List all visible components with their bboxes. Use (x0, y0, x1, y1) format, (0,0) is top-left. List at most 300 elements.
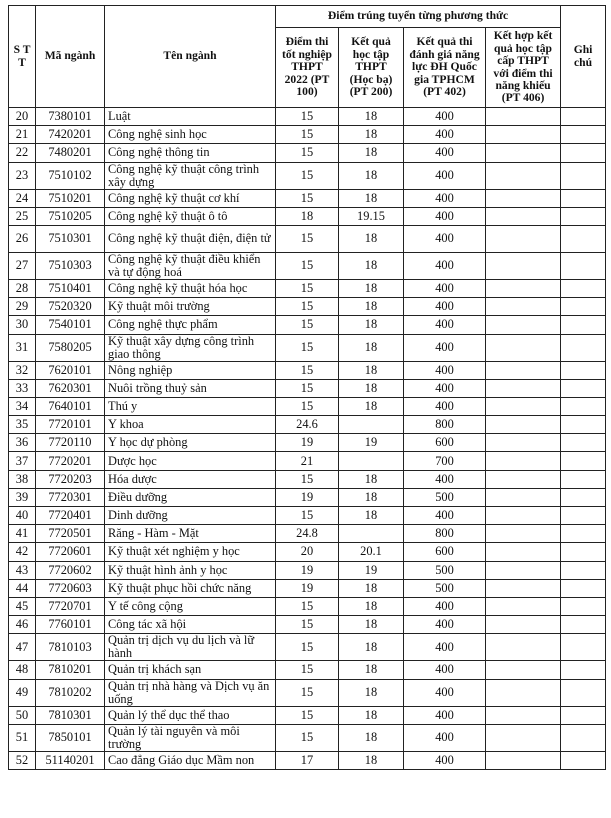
header-ten-nganh: Tên ngành (105, 6, 276, 108)
cell-pt100: 15 (276, 634, 339, 661)
table-row (9, 724, 606, 751)
cell-stt: 30 (9, 316, 36, 334)
cell-pt406 (486, 616, 561, 634)
cell-pt100: 15 (276, 316, 339, 334)
cell-stt: 44 (9, 579, 36, 597)
cell-stt: 39 (9, 488, 36, 506)
cell-pt100: 18 (276, 207, 339, 225)
cell-ma-nganh: 7720101 (36, 416, 105, 434)
cell-ten-nganh: Quản lý thể dục thể thao (105, 706, 276, 724)
cell-ghi-chu (561, 334, 606, 361)
cell-ghi-chu (561, 108, 606, 126)
cell-ma-nganh: 7620301 (36, 379, 105, 397)
cell-pt200: 19 (339, 561, 404, 579)
cell-stt: 28 (9, 279, 36, 297)
cell-ten-nganh: Y học dự phòng (105, 434, 276, 452)
cell-pt100: 24.6 (276, 416, 339, 434)
cell-pt100: 15 (276, 162, 339, 189)
table-row (9, 661, 606, 679)
header-ma-nganh: Mã ngành (36, 6, 105, 108)
cell-pt100: 15 (276, 298, 339, 316)
table-row (9, 126, 606, 144)
cell-ten-nganh: Công nghệ kỹ thuật ô tô (105, 207, 276, 225)
cell-pt406 (486, 488, 561, 506)
cell-pt402: 400 (404, 679, 486, 706)
cell-ten-nganh: Công nghệ sinh học (105, 126, 276, 144)
cell-pt406 (486, 525, 561, 543)
cell-pt406 (486, 162, 561, 189)
cell-ten-nganh: Quản trị khách sạn (105, 661, 276, 679)
table-row (9, 507, 606, 525)
cell-pt100: 19 (276, 561, 339, 579)
cell-pt100: 19 (276, 579, 339, 597)
cell-ma-nganh: 7760101 (36, 616, 105, 634)
cell-ten-nganh: Kỹ thuật hình ảnh y học (105, 561, 276, 579)
cell-ghi-chu (561, 706, 606, 724)
table-row (9, 616, 606, 634)
cell-ghi-chu (561, 207, 606, 225)
cell-pt100: 15 (276, 616, 339, 634)
cell-pt406 (486, 470, 561, 488)
cell-ma-nganh: 7520320 (36, 298, 105, 316)
cell-pt402: 400 (404, 724, 486, 751)
cell-ghi-chu (561, 616, 606, 634)
cell-ten-nganh: Luật (105, 108, 276, 126)
cell-ghi-chu (561, 162, 606, 189)
cell-ghi-chu (561, 507, 606, 525)
cell-ma-nganh: 7810301 (36, 706, 105, 724)
cell-ghi-chu (561, 279, 606, 297)
cell-pt406 (486, 252, 561, 279)
cell-pt100: 15 (276, 225, 339, 252)
cell-pt200: 18 (339, 397, 404, 415)
header-pt406: Kết hợp kết quả học tập cấp THPT với điểm thi năng khiếu (PT 406) (486, 28, 561, 108)
cell-ten-nganh: Kỹ thuật môi trường (105, 298, 276, 316)
cell-ma-nganh: 7380101 (36, 108, 105, 126)
cell-pt402: 800 (404, 525, 486, 543)
cell-pt406 (486, 361, 561, 379)
cell-pt200: 18 (339, 126, 404, 144)
cell-pt402: 400 (404, 316, 486, 334)
cell-pt100: 20 (276, 543, 339, 561)
cell-ma-nganh: 7810103 (36, 634, 105, 661)
cell-ten-nganh: Công nghệ kỹ thuật cơ khí (105, 189, 276, 207)
table-row (9, 108, 606, 126)
cell-pt100: 15 (276, 679, 339, 706)
cell-ten-nganh: Y khoa (105, 416, 276, 434)
cell-ten-nganh: Kỹ thuật xét nghiệm y học (105, 543, 276, 561)
cell-pt200: 18 (339, 661, 404, 679)
cell-stt: 43 (9, 561, 36, 579)
table-row (9, 470, 606, 488)
cell-ma-nganh: 7720602 (36, 561, 105, 579)
cell-pt100: 15 (276, 108, 339, 126)
cell-pt406 (486, 751, 561, 769)
cell-ma-nganh: 7510205 (36, 207, 105, 225)
cell-pt100: 15 (276, 507, 339, 525)
cell-stt: 24 (9, 189, 36, 207)
cell-pt200: 18 (339, 162, 404, 189)
cell-pt200: 18 (339, 108, 404, 126)
cell-pt406 (486, 706, 561, 724)
cell-stt: 52 (9, 751, 36, 769)
table-row (9, 751, 606, 769)
cell-pt402: 400 (404, 361, 486, 379)
cell-pt402: 400 (404, 634, 486, 661)
cell-ten-nganh: Dược học (105, 452, 276, 470)
cell-ten-nganh: Công nghệ kỹ thuật hóa học (105, 279, 276, 297)
cell-stt: 41 (9, 525, 36, 543)
cell-ma-nganh: 51140201 (36, 751, 105, 769)
table-row (9, 144, 606, 162)
table-row (9, 525, 606, 543)
cell-pt406 (486, 543, 561, 561)
cell-ma-nganh: 7480201 (36, 144, 105, 162)
cell-pt100: 15 (276, 706, 339, 724)
cell-ten-nganh: Thú y (105, 397, 276, 415)
cell-ten-nganh: Công nghệ thông tin (105, 144, 276, 162)
table-row (9, 706, 606, 724)
cell-ghi-chu (561, 397, 606, 415)
cell-ma-nganh: 7510301 (36, 225, 105, 252)
cell-pt406 (486, 316, 561, 334)
header-stt: S T T (9, 6, 36, 108)
cell-stt: 37 (9, 452, 36, 470)
cell-pt100: 19 (276, 488, 339, 506)
cell-ghi-chu (561, 225, 606, 252)
cell-pt406 (486, 452, 561, 470)
cell-pt402: 400 (404, 470, 486, 488)
cell-ghi-chu (561, 298, 606, 316)
cell-stt: 22 (9, 144, 36, 162)
cell-stt: 46 (9, 616, 36, 634)
table-row (9, 434, 606, 452)
cell-pt402: 400 (404, 298, 486, 316)
cell-pt200: 18 (339, 597, 404, 615)
cell-pt200: 18 (339, 252, 404, 279)
cell-pt406 (486, 507, 561, 525)
cell-pt402: 400 (404, 189, 486, 207)
cell-stt: 45 (9, 597, 36, 615)
cell-ghi-chu (561, 252, 606, 279)
cell-stt: 35 (9, 416, 36, 434)
table-row (9, 452, 606, 470)
cell-pt100: 15 (276, 189, 339, 207)
cell-ten-nganh: Răng - Hàm - Mặt (105, 525, 276, 543)
cell-ma-nganh: 7540101 (36, 316, 105, 334)
cell-pt100: 15 (276, 597, 339, 615)
cell-pt100: 15 (276, 379, 339, 397)
cell-ghi-chu (561, 561, 606, 579)
cell-pt200: 18 (339, 488, 404, 506)
cell-pt200: 18 (339, 679, 404, 706)
cell-ma-nganh: 7810201 (36, 661, 105, 679)
cell-ten-nganh: Nuôi trồng thuỷ sản (105, 379, 276, 397)
cell-pt100: 15 (276, 279, 339, 297)
table-row (9, 561, 606, 579)
cell-pt402: 400 (404, 162, 486, 189)
cell-pt100: 15 (276, 126, 339, 144)
cell-pt200: 19 (339, 434, 404, 452)
cell-stt: 25 (9, 207, 36, 225)
cell-ma-nganh: 7720603 (36, 579, 105, 597)
cell-pt200: 18 (339, 279, 404, 297)
cell-pt100: 15 (276, 252, 339, 279)
cell-ghi-chu (561, 434, 606, 452)
cell-ghi-chu (561, 543, 606, 561)
cell-pt100: 15 (276, 334, 339, 361)
cell-ghi-chu (561, 126, 606, 144)
table-row (9, 162, 606, 189)
cell-pt200: 18 (339, 189, 404, 207)
table-row (9, 189, 606, 207)
cell-pt402: 700 (404, 452, 486, 470)
table-row (9, 679, 606, 706)
cell-ghi-chu (561, 189, 606, 207)
cell-ma-nganh: 7720110 (36, 434, 105, 452)
table-row (9, 579, 606, 597)
cell-stt: 21 (9, 126, 36, 144)
cell-ma-nganh: 7510401 (36, 279, 105, 297)
cell-ghi-chu (561, 751, 606, 769)
cell-pt200: 18 (339, 470, 404, 488)
cell-ghi-chu (561, 361, 606, 379)
cell-pt402: 400 (404, 207, 486, 225)
table-row (9, 379, 606, 397)
cell-pt406 (486, 634, 561, 661)
cell-pt200: 18 (339, 579, 404, 597)
cell-stt: 23 (9, 162, 36, 189)
cell-pt402: 400 (404, 507, 486, 525)
cell-ten-nganh: Kỹ thuật xây dựng công trình giao thông (105, 334, 276, 361)
cell-pt402: 400 (404, 279, 486, 297)
table-row (9, 252, 606, 279)
cell-stt: 48 (9, 661, 36, 679)
table-row (9, 597, 606, 615)
cell-pt402: 400 (404, 225, 486, 252)
cell-pt200: 18 (339, 616, 404, 634)
cell-ghi-chu (561, 470, 606, 488)
cell-pt200 (339, 452, 404, 470)
cell-pt402: 600 (404, 543, 486, 561)
cell-ten-nganh: Quản trị dịch vụ du lịch và lữ hành (105, 634, 276, 661)
admission-scores-table (8, 5, 606, 770)
cell-pt406 (486, 661, 561, 679)
cell-ghi-chu (561, 316, 606, 334)
cell-pt200 (339, 416, 404, 434)
cell-pt406 (486, 724, 561, 751)
cell-ghi-chu (561, 144, 606, 162)
cell-pt200: 18 (339, 507, 404, 525)
cell-ma-nganh: 7640101 (36, 397, 105, 415)
cell-pt402: 400 (404, 616, 486, 634)
cell-pt200: 18 (339, 298, 404, 316)
cell-pt406 (486, 225, 561, 252)
cell-ten-nganh: Hóa dược (105, 470, 276, 488)
cell-ten-nganh: Quản trị nhà hàng và Dịch vụ ăn uống (105, 679, 276, 706)
cell-ma-nganh: 7720501 (36, 525, 105, 543)
cell-pt406 (486, 279, 561, 297)
cell-pt200: 18 (339, 361, 404, 379)
cell-ten-nganh: Công nghệ kỹ thuật điện, điện tử (105, 225, 276, 252)
cell-pt200: 18 (339, 379, 404, 397)
cell-ma-nganh: 7720301 (36, 488, 105, 506)
cell-pt402: 400 (404, 706, 486, 724)
cell-pt200: 18 (339, 634, 404, 661)
cell-pt406 (486, 298, 561, 316)
cell-pt406 (486, 679, 561, 706)
cell-pt402: 400 (404, 597, 486, 615)
header-ghi-chu: Ghi chú (561, 6, 606, 108)
cell-ma-nganh: 7720401 (36, 507, 105, 525)
cell-ten-nganh: Quản lý tài nguyên và môi trường (105, 724, 276, 751)
cell-pt406 (486, 108, 561, 126)
cell-pt200: 18 (339, 751, 404, 769)
cell-pt200 (339, 525, 404, 543)
cell-stt: 27 (9, 252, 36, 279)
cell-ten-nganh: Điều dưỡng (105, 488, 276, 506)
cell-pt200: 19.15 (339, 207, 404, 225)
cell-stt: 42 (9, 543, 36, 561)
cell-pt100: 19 (276, 434, 339, 452)
cell-ma-nganh: 7810202 (36, 679, 105, 706)
cell-pt402: 400 (404, 108, 486, 126)
cell-ten-nganh: Công nghệ kỹ thuật công trình xây dựng (105, 162, 276, 189)
cell-pt100: 15 (276, 361, 339, 379)
cell-stt: 33 (9, 379, 36, 397)
cell-ghi-chu (561, 661, 606, 679)
cell-ma-nganh: 7720601 (36, 543, 105, 561)
cell-pt100: 15 (276, 661, 339, 679)
table-row (9, 634, 606, 661)
header-pt200: Kết quả học tập THPT (Học bạ) (PT 200) (339, 28, 404, 108)
cell-pt402: 400 (404, 751, 486, 769)
cell-ten-nganh: Cao đẳng Giáo dục Mầm non (105, 751, 276, 769)
cell-ghi-chu (561, 679, 606, 706)
cell-pt406 (486, 579, 561, 597)
cell-pt406 (486, 379, 561, 397)
cell-ghi-chu (561, 452, 606, 470)
cell-pt100: 24.8 (276, 525, 339, 543)
cell-pt402: 400 (404, 661, 486, 679)
cell-ghi-chu (561, 579, 606, 597)
cell-ten-nganh: Kỹ thuật phục hồi chức năng (105, 579, 276, 597)
cell-stt: 36 (9, 434, 36, 452)
cell-stt: 38 (9, 470, 36, 488)
cell-pt200: 18 (339, 706, 404, 724)
cell-ten-nganh: Công tác xã hội (105, 616, 276, 634)
cell-pt402: 400 (404, 252, 486, 279)
cell-ghi-chu (561, 597, 606, 615)
cell-pt200: 18 (339, 334, 404, 361)
cell-ten-nganh: Dinh dưỡng (105, 507, 276, 525)
cell-pt402: 500 (404, 488, 486, 506)
table-row (9, 316, 606, 334)
cell-pt200: 20.1 (339, 543, 404, 561)
table-body (9, 108, 606, 770)
cell-pt402: 500 (404, 579, 486, 597)
table-row (9, 334, 606, 361)
cell-pt406 (486, 397, 561, 415)
table-row (9, 225, 606, 252)
cell-pt200: 18 (339, 225, 404, 252)
cell-ten-nganh: Y tế công cộng (105, 597, 276, 615)
cell-ghi-chu (561, 488, 606, 506)
cell-ghi-chu (561, 379, 606, 397)
cell-ma-nganh: 7850101 (36, 724, 105, 751)
table-row (9, 298, 606, 316)
cell-pt100: 21 (276, 452, 339, 470)
cell-ten-nganh: Công nghệ kỹ thuật điều khiển và tự động hoá (105, 252, 276, 279)
cell-pt402: 400 (404, 379, 486, 397)
table-row (9, 279, 606, 297)
cell-pt406 (486, 561, 561, 579)
cell-pt406 (486, 416, 561, 434)
cell-pt100: 17 (276, 751, 339, 769)
cell-ghi-chu (561, 525, 606, 543)
cell-pt406 (486, 144, 561, 162)
cell-stt: 51 (9, 724, 36, 751)
cell-pt406 (486, 207, 561, 225)
cell-ma-nganh: 7720201 (36, 452, 105, 470)
cell-pt100: 15 (276, 470, 339, 488)
cell-ma-nganh: 7420201 (36, 126, 105, 144)
table-row (9, 488, 606, 506)
cell-pt100: 15 (276, 397, 339, 415)
table-row (9, 361, 606, 379)
cell-pt402: 400 (404, 397, 486, 415)
cell-pt406 (486, 434, 561, 452)
cell-ten-nganh: Nông nghiệp (105, 361, 276, 379)
cell-stt: 50 (9, 706, 36, 724)
cell-pt200: 18 (339, 724, 404, 751)
cell-pt406 (486, 597, 561, 615)
cell-pt100: 15 (276, 144, 339, 162)
cell-pt402: 800 (404, 416, 486, 434)
cell-ma-nganh: 7720203 (36, 470, 105, 488)
cell-stt: 31 (9, 334, 36, 361)
header-pt100: Điểm thi tốt nghiệp THPT 2022 (PT 100) (276, 28, 339, 108)
table-row (9, 543, 606, 561)
cell-stt: 29 (9, 298, 36, 316)
table-row (9, 416, 606, 434)
cell-stt: 32 (9, 361, 36, 379)
header-pt402: Kết quả thi đánh giá năng lực ĐH Quốc gia TPHCM (PT 402) (404, 28, 486, 108)
cell-ghi-chu (561, 416, 606, 434)
header-group: Điểm trúng tuyển từng phương thức (276, 6, 561, 28)
cell-pt402: 500 (404, 561, 486, 579)
cell-pt402: 400 (404, 144, 486, 162)
cell-pt406 (486, 334, 561, 361)
cell-stt: 34 (9, 397, 36, 415)
cell-stt: 49 (9, 679, 36, 706)
cell-ma-nganh: 7510303 (36, 252, 105, 279)
cell-pt406 (486, 189, 561, 207)
cell-pt402: 400 (404, 126, 486, 144)
table-row (9, 397, 606, 415)
cell-pt100: 15 (276, 724, 339, 751)
cell-pt402: 600 (404, 434, 486, 452)
cell-ma-nganh: 7510201 (36, 189, 105, 207)
cell-ma-nganh: 7580205 (36, 334, 105, 361)
cell-stt: 26 (9, 225, 36, 252)
cell-ten-nganh: Công nghệ thực phẩm (105, 316, 276, 334)
cell-ma-nganh: 7720701 (36, 597, 105, 615)
cell-pt200: 18 (339, 144, 404, 162)
cell-ma-nganh: 7620101 (36, 361, 105, 379)
cell-stt: 20 (9, 108, 36, 126)
cell-ghi-chu (561, 634, 606, 661)
